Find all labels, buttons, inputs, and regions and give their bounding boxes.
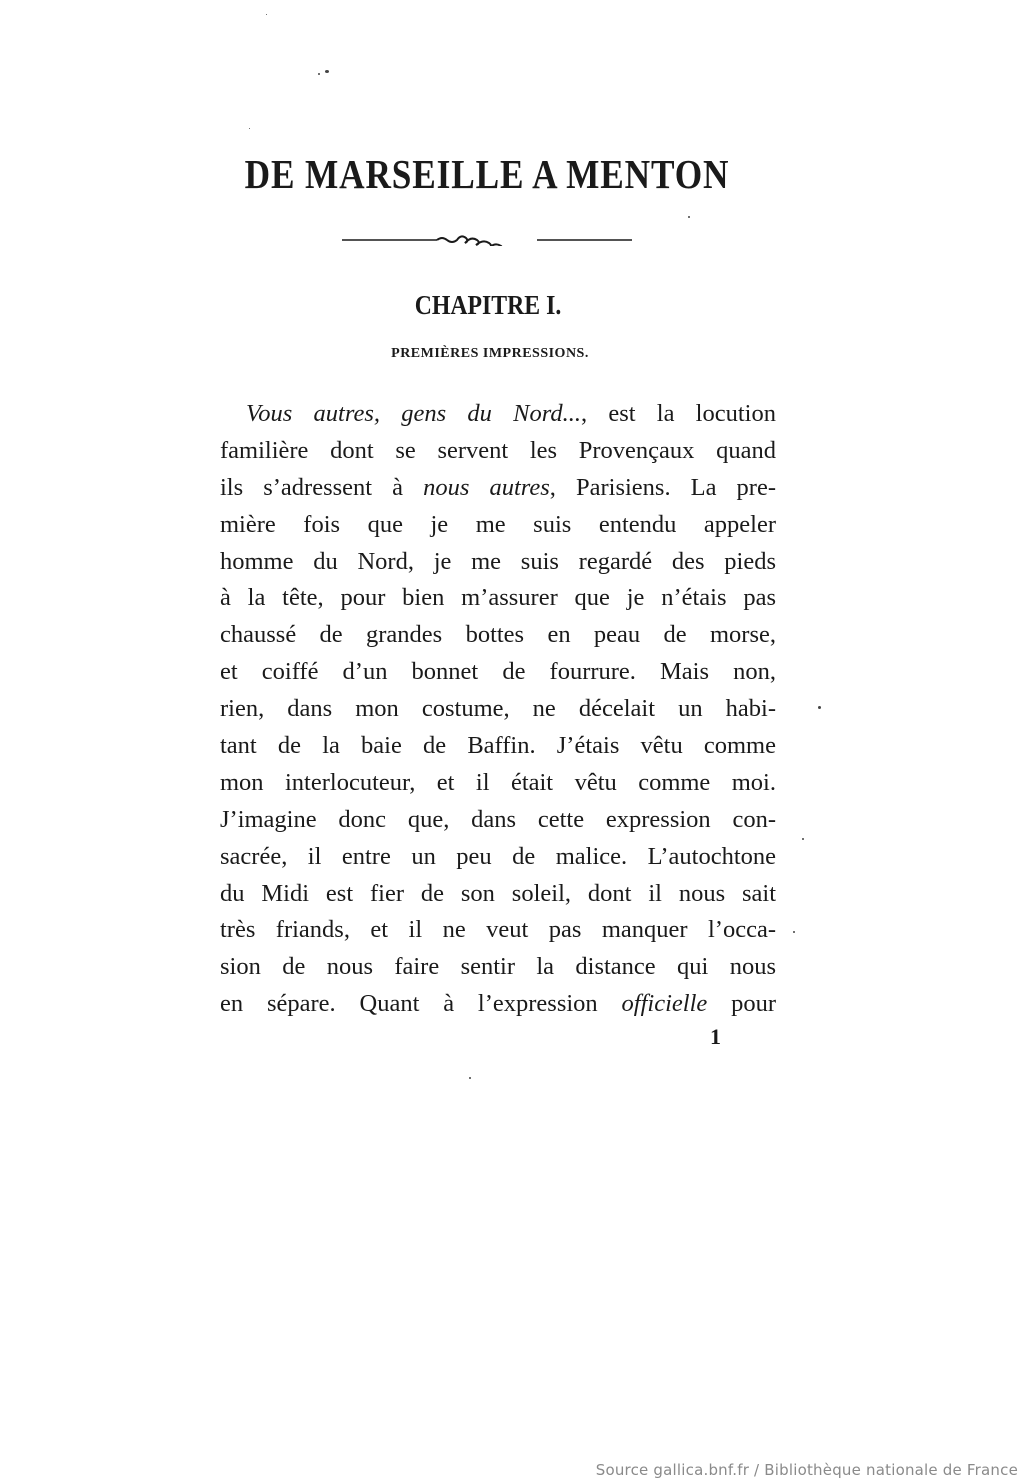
text-line [220,396,776,433]
text-line [220,728,776,765]
text-run: et coiffé d’un bonnet de fourrure. Mais non, [220,658,776,686]
title-ornament-rule [342,232,632,246]
body-paragraph [220,396,776,1023]
text-run: sacrée, il entre un peu de malice. L’autochtone [220,842,776,870]
text-line [220,617,776,654]
text-line [220,580,776,617]
scan-speck [802,838,804,840]
text-run: , Parisiens. La pre- [549,473,777,501]
italic-phrase: Vous autres, gens du Nord... [246,400,581,427]
text-run: familière dont se servent les Provençaux quand [220,436,776,464]
text-run: rien, dans mon costume, ne décelait un habi- [220,695,776,723]
text-run: homme du Nord, je me suis regardé des pieds [220,547,776,575]
scan-speck [318,73,320,75]
text-run: en sépare. Quant à l’expression [220,990,622,1018]
text-line [220,691,776,728]
italic-phrase: officielle [621,990,708,1018]
scan-speck [325,70,329,73]
text-run: mière fois que je me suis entendu appeler [220,510,776,538]
text-line [220,433,776,470]
text-line [220,765,776,802]
scan-speck [688,216,690,218]
scan-speck [469,1077,471,1079]
text-line [220,654,776,691]
text-line [220,986,776,1023]
scan-speck [266,14,267,15]
text-run: pour [707,990,776,1018]
scan-speck [793,931,795,933]
chapter-title: CHAPITRE I. [414,290,562,320]
text-line [220,470,776,507]
text-run: très friands, et il ne veut pas manquer l’occa- [220,916,776,944]
text-run: J’imagine donc que, dans cette expression con- [220,805,776,833]
source-attribution: Source gallica.bnf.fr / Bibliothèque nationale de France [595,1461,1018,1479]
text-line [220,544,776,581]
text-run: tant de la baie de Baffin. J’étais vêtu comme [220,732,776,760]
italic-phrase: nous autres [423,473,550,501]
text-line [220,949,776,986]
scan-speck [249,128,250,129]
chapter-subtitle: PREMIÈRES IMPRESSIONS. [391,346,589,361]
text-run: ils s’adressent à [220,473,424,501]
text-run: chaussé de grandes bottes en peau de morse, [220,621,776,649]
text-run: à la tête, pour bien m’assurer que je n’étais pas [220,584,776,612]
book-title: DE MARSEILLE A MENTON [244,151,730,197]
text-run: mon interlocuteur, et il était vêtu comme moi. [220,768,776,796]
text-line [220,839,776,876]
text-line [220,507,776,544]
text-run: , est la locution [580,400,776,427]
text-line [220,912,776,949]
text-run: du Midi est fier de son soleil, dont il nous sait [220,879,776,907]
text-run: sion de nous faire sentir la distance qui nous [220,953,776,981]
page-number: 1 [710,1024,721,1049]
text-line [220,802,776,839]
text-line [220,876,776,913]
scan-speck [818,706,821,709]
